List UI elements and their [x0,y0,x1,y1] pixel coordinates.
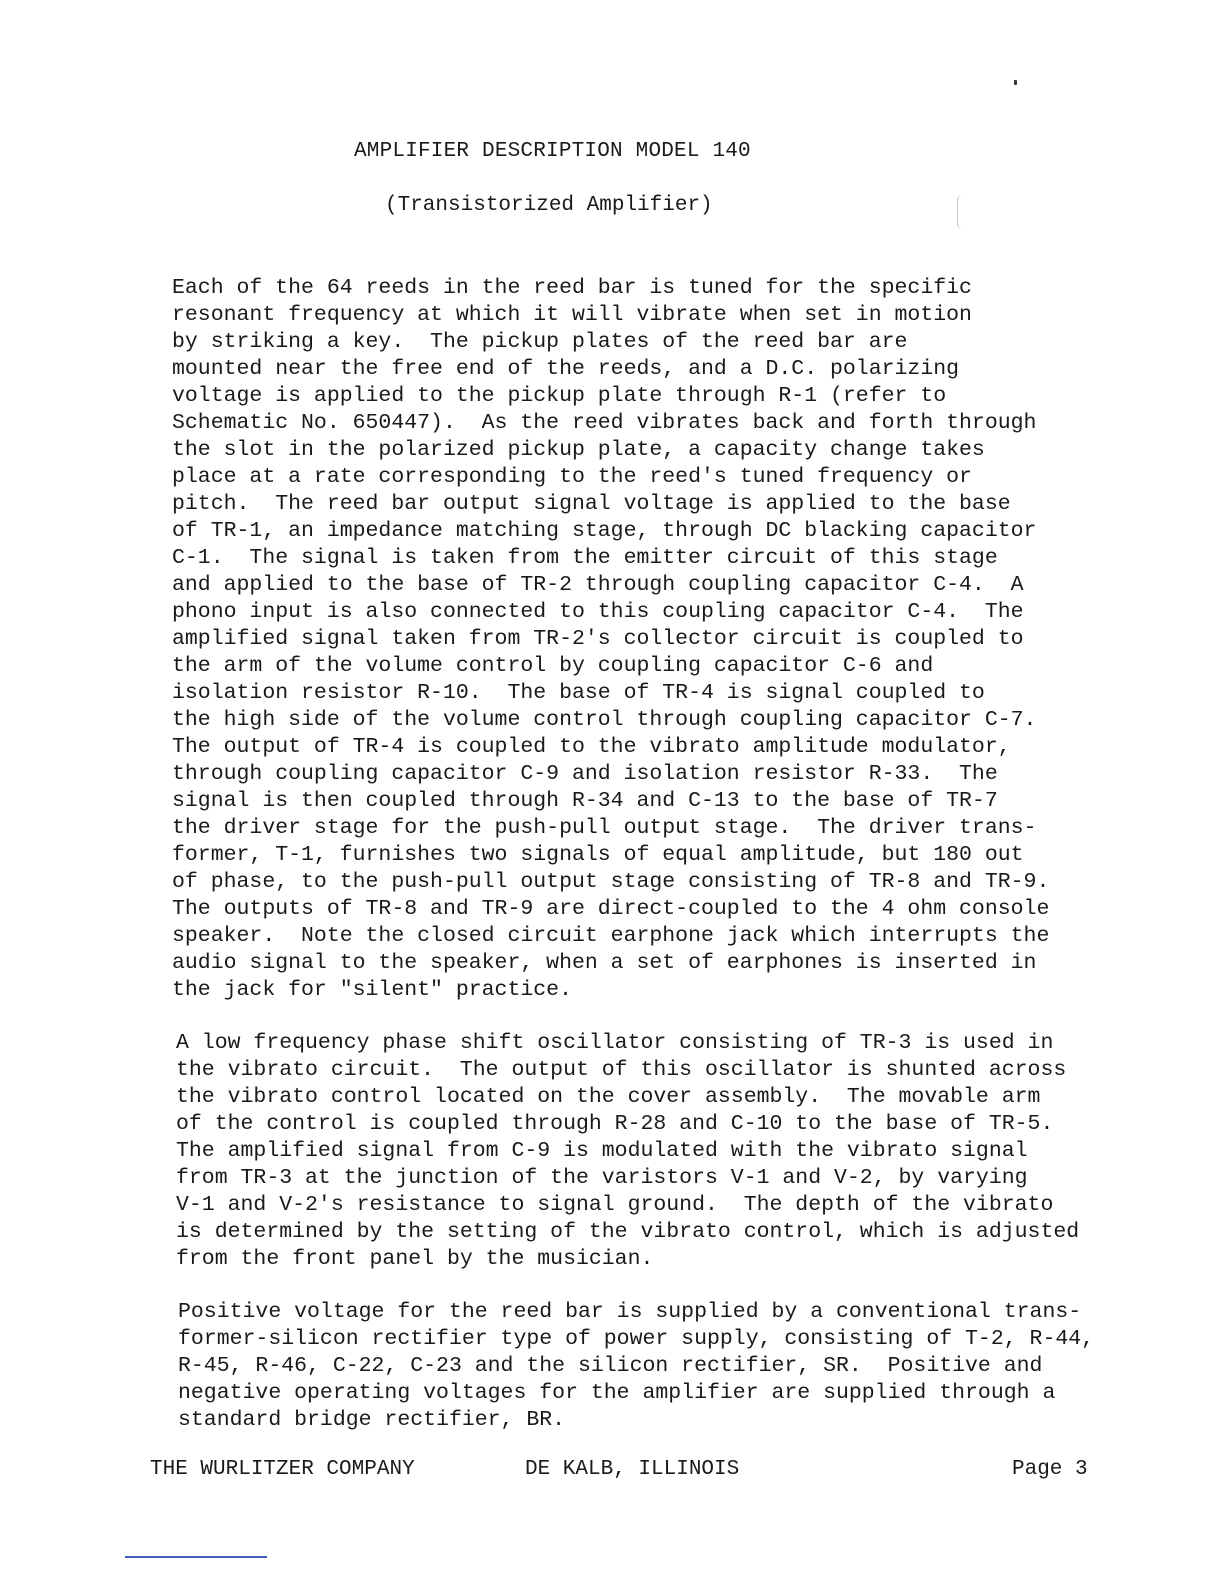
footer-company: THE WURLITZER COMPANY [150,1458,415,1481]
text-line: the vibrato control located on the cover assembly. The movable arm [176,1085,1041,1109]
text-line: voltage is applied to the pickup plate through R-1 (refer to [172,384,947,408]
blue-underline-rule [125,1556,267,1558]
text-line: signal is then coupled through R-34 and C-13 to the base of TR-7 [172,789,998,813]
text-line: amplified signal taken from TR-2's collector circuit is coupled to [172,627,1024,651]
text-line: mounted near the free end of the reeds, and a D.C. polarizing [172,357,960,381]
text-line: V-1 and V-2's resistance to signal ground. The depth of the vibrato [176,1193,1054,1217]
text-line: is determined by the setting of the vibrato control, which is adjusted [176,1220,1080,1244]
text-line: former-silicon rectifier type of power supply, consisting of T-2, R-44, [178,1327,1095,1351]
text-line: negative operating voltages for the amplifier are supplied through a [178,1381,1056,1405]
text-line: pitch. The reed bar output signal voltage is applied to the base [172,492,1011,516]
text-line: The outputs of TR-8 and TR-9 are direct-coupled to the 4 ohm console [172,897,1050,921]
text-line: Each of the 64 reeds in the reed bar is tuned for the specific [172,276,972,300]
text-line: The amplified signal from C-9 is modulated with the vibrato signal [176,1139,1028,1163]
text-line: and applied to the base of TR-2 through coupling capacitor C-4. A [172,573,1024,597]
text-line: the slot in the polarized pickup plate, a capacity change takes [172,438,985,462]
stray-mark [1014,80,1017,85]
paragraph-signal-path [172,275,1049,1004]
document-subtitle: (Transistorized Amplifier) [385,194,713,217]
text-line: from the front panel by the musician. [176,1247,654,1271]
text-line: former, T-1, furnishes two signals of equal amplitude, but 180 out [172,843,1024,867]
document-title: AMPLIFIER DESCRIPTION MODEL 140 [354,140,751,163]
text-line: R-45, R-46, C-22, C-23 and the silicon rectifier, SR. Positive and [178,1354,1043,1378]
text-line: standard bridge rectifier, BR. [178,1408,566,1432]
text-line: place at a rate corresponding to the reed's tuned frequency or [172,465,972,489]
text-line: Schematic No. 650447). As the reed vibrates back and forth through [172,411,1037,435]
text-line: Positive voltage for the reed bar is supplied by a conventional trans- [178,1300,1082,1324]
text-line: speaker. Note the closed circuit earphone jack which interrupts the [172,924,1050,948]
text-line: the jack for "silent" practice. [172,978,572,1002]
text-line: the arm of the volume control by coupling capacitor C-6 and [172,654,934,678]
text-line: of phase, to the push-pull output stage consisting of TR-8 and TR-9. [172,870,1050,894]
text-line: of the control is coupled through R-28 and C-10 to the base of TR-5. [176,1112,1054,1136]
text-line: from TR-3 at the junction of the varistors V-1 and V-2, by varying [176,1166,1028,1190]
text-line: A low frequency phase shift oscillator consisting of TR-3 is used in [176,1031,1054,1055]
footer-page-number: Page 3 [1012,1458,1088,1481]
text-line: phono input is also connected to this coupling capacitor C-4. The [172,600,1024,624]
footer-location: DE KALB, ILLINOIS [525,1458,740,1481]
text-line: audio signal to the speaker, when a set of earphones is inserted in [172,951,1037,975]
paragraph-vibrato [176,1030,1079,1273]
text-line: the vibrato circuit. The output of this oscillator is shunted across [176,1058,1067,1082]
text-line: through coupling capacitor C-9 and isolation resistor R-33. The [172,762,998,786]
paragraph-power-supply [178,1299,1094,1434]
text-line: of TR-1, an impedance matching stage, through DC blacking capacitor [172,519,1037,543]
scan-edge-mark [957,195,964,229]
text-line: by striking a key. The pickup plates of the reed bar are [172,330,908,354]
text-line: isolation resistor R-10. The base of TR-4 is signal coupled to [172,681,985,705]
text-line: the driver stage for the push-pull output stage. The driver trans- [172,816,1037,840]
text-line: resonant frequency at which it will vibrate when set in motion [172,303,972,327]
text-line: the high side of the volume control through coupling capacitor C-7. [172,708,1037,732]
text-line: C-1. The signal is taken from the emitter circuit of this stage [172,546,998,570]
text-line: The output of TR-4 is coupled to the vibrato amplitude modulator, [172,735,1011,759]
